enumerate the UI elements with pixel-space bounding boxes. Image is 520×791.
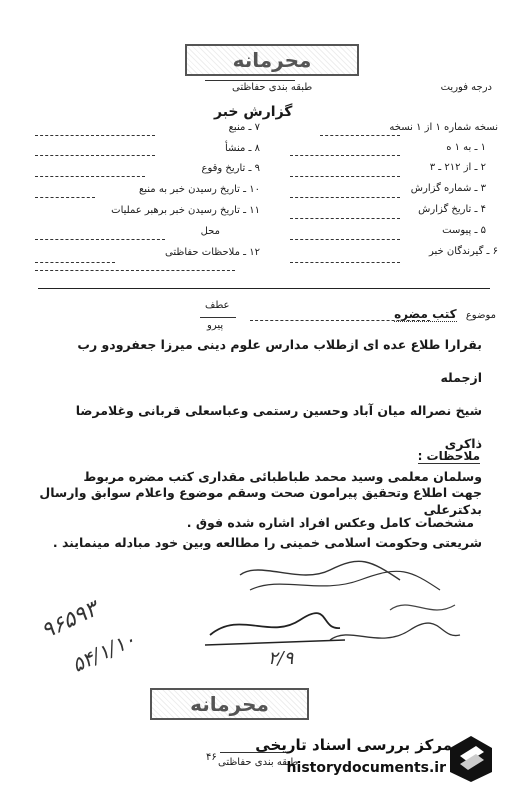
dotted-line — [35, 270, 235, 271]
dotted-line — [320, 135, 400, 136]
page-title: گزارش خبر — [214, 104, 293, 120]
dotted-line — [35, 239, 165, 240]
signature-stroke — [210, 613, 340, 635]
dotted-line — [290, 239, 400, 240]
remarks-line: مشخصات کامل وعکس افراد اشاره شده فوق . — [186, 515, 474, 530]
field-source-receipt-date: ۱۰ ـ تاریخ رسیدن خبر به منبع — [138, 184, 260, 195]
bottom-stamp-text: محرمانه — [190, 692, 269, 716]
security-class-line — [205, 80, 295, 81]
dotted-line — [35, 135, 155, 136]
remarks-label: ملاحظات : — [417, 449, 480, 463]
dotted-line — [290, 218, 400, 219]
field-occurrence-date: ۹ ـ تاریخ وقوع — [201, 163, 260, 174]
body-line: شریعتی وحکومت اسلامی خمینی را مطالعه وبین خود مبادله مینمایند . — [52, 535, 482, 550]
brand-logo-icon — [446, 734, 496, 784]
brand-watermark — [255, 730, 516, 788]
peyro-label: پیرو — [207, 320, 224, 331]
handwritten-signature-date: ۲/۹ — [268, 648, 294, 669]
remarks-body — [36, 478, 482, 538]
subject-row — [394, 307, 496, 321]
subject-label: موضوع — [465, 310, 496, 321]
page-number: ۴۶ — [206, 752, 217, 763]
dotted-line — [35, 262, 115, 263]
field-from: ۲ ـ از ۲۱۲ ـ ۳ — [429, 162, 486, 173]
atf-divider — [200, 317, 236, 318]
signature-stroke — [390, 605, 455, 610]
handwritten-number: ۹۶۵۹۳ — [37, 596, 102, 645]
dotted-line — [290, 176, 400, 177]
handwritten-date: ۵۴/۱/۱۰ — [68, 626, 140, 678]
brand-title: مرکز بررسی اسناد تاریخی — [255, 736, 452, 754]
field-copy-number: نسخه شماره ۱ از ۱ نسخه — [389, 122, 498, 133]
fields-right — [268, 122, 498, 267]
field-origin: ۸ ـ منشأ — [224, 143, 260, 154]
top-stamp-text: محرمانه — [232, 48, 312, 72]
subject-value: کتب مضره — [394, 307, 457, 321]
body-line: بقرارا طلاع عده ای ازطلاب مدارس علوم دینی میرزا جعفرودو رب ازجمله — [77, 337, 482, 385]
field-security-notes: ۱۲ ـ ملاحظات حفاظتی — [165, 247, 260, 258]
brand-url: historydocuments.ir — [286, 760, 446, 776]
field-location: محل — [200, 226, 220, 237]
atf-label: عطف — [205, 300, 230, 311]
dotted-line — [35, 176, 145, 177]
field-to: ۱ ـ به ۱ ه — [446, 142, 486, 153]
dotted-line — [35, 197, 95, 198]
body-line: وسلمان معلمی وسید محمد طباطبائی مقداری کتب مضره مربوط بدکترعلی — [83, 469, 482, 517]
dotted-line — [290, 155, 400, 156]
body-line: شیخ نصراله میان آباد وحسین رستمی وعباسعلی قربانی وغلامرضا ذاکری — [75, 403, 482, 451]
top-confidential-stamp — [185, 44, 359, 76]
field-recipients: ۶ ـ گیرندگان خبر — [428, 246, 498, 257]
field-operator-receipt-date: ۱۱ ـ تاریخ رسیدن خبر برهبر عملیات — [111, 205, 260, 216]
bottom-confidential-stamp — [150, 688, 309, 720]
field-source: ۷ ـ منبع — [228, 122, 260, 133]
dotted-line — [290, 197, 400, 198]
header-separator — [38, 288, 490, 289]
signature-stroke — [240, 561, 400, 580]
priority-label: درجه فوریت — [440, 82, 492, 93]
dotted-line — [290, 262, 400, 263]
remarks-line: جهت اطلاع وتحقیق پیرامون صحت وسقم موضوع واعلام سوابق وارسال — [39, 485, 482, 500]
dotted-line — [35, 155, 155, 156]
dotted-line — [250, 320, 430, 321]
footer-security-label: طبقه بندی حفاظتی — [218, 757, 299, 768]
field-report-number: ۳ ـ شماره گزارش — [410, 183, 486, 194]
security-class-label: طبقه بندی حفاظتی — [232, 82, 313, 93]
signature-stroke — [330, 623, 460, 640]
signature-stroke — [205, 640, 345, 645]
field-attachment: ۵ ـ پیوست — [442, 225, 486, 236]
field-report-date: ۴ ـ تاریخ گزارش — [418, 204, 486, 215]
fields-left — [30, 122, 260, 268]
signature-stroke — [250, 571, 440, 590]
